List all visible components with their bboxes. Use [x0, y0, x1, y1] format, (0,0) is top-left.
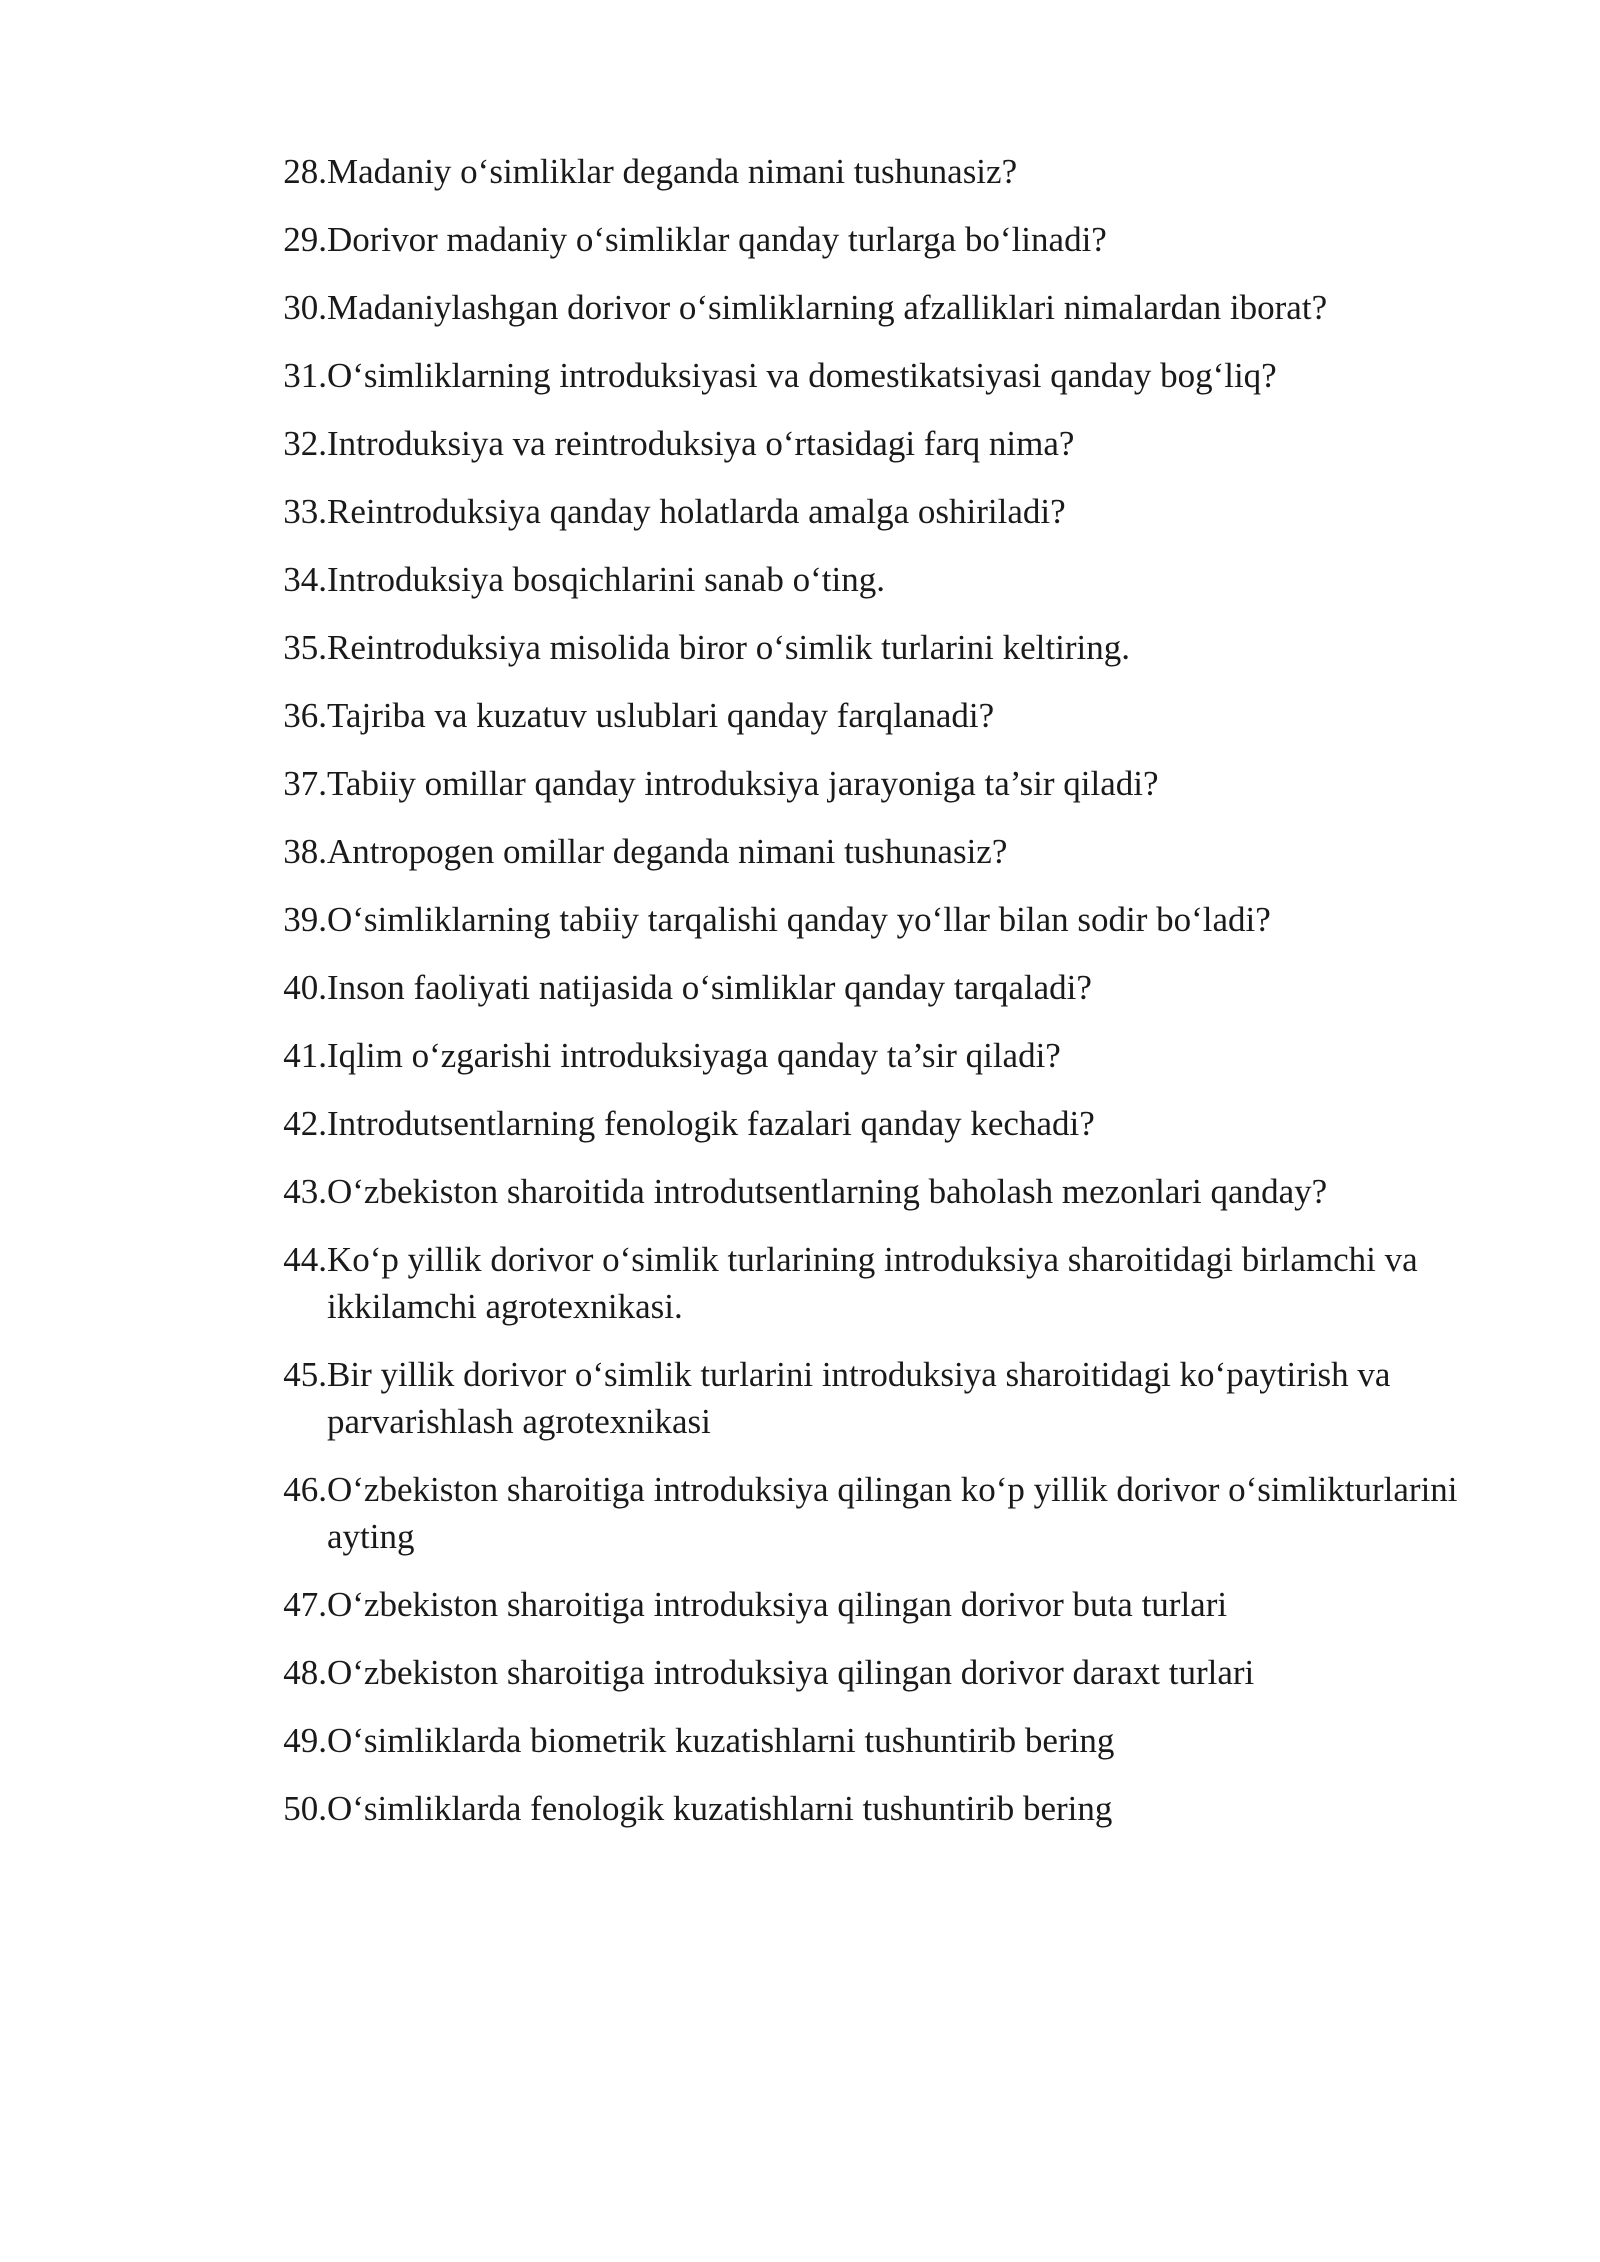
- question-item: [0, 1351, 1600, 1445]
- question-text: O‘zbekiston sharoitiga introduksiya qilingan dorivor daraxt turlari: [327, 1653, 1255, 1692]
- question-number: 50.: [283, 1789, 327, 1828]
- question-text: Tajriba va kuzatuv uslublari qanday farqlanadi?: [327, 696, 995, 735]
- question-number: 32.: [283, 424, 327, 463]
- question-number: 40.: [283, 968, 327, 1007]
- question-number: 43.: [283, 1172, 327, 1211]
- question-item: [0, 1168, 1600, 1215]
- question-text: Bir yillik dorivor o‘simlik turlarini introduksiya sharoitidagi ko‘paytirish va parvarishlash agrotexnikasi: [327, 1355, 1391, 1441]
- question-number: 42.: [283, 1104, 327, 1143]
- question-number: 48.: [283, 1653, 327, 1692]
- question-number: 28.: [283, 152, 327, 191]
- question-text: Introdutsentlarning fenologik fazalari qanday kechadi?: [327, 1104, 1095, 1143]
- question-text: O‘simliklarning tabiiy tarqalishi qanday yo‘llar bilan sodir bo‘ladi?: [327, 900, 1271, 939]
- question-number: 30.: [283, 288, 327, 327]
- question-number: 49.: [283, 1721, 327, 1760]
- question-item: [0, 556, 1600, 603]
- question-item: [0, 420, 1600, 467]
- question-number: 36.: [283, 696, 327, 735]
- question-number: 38.: [283, 832, 327, 871]
- question-item: [0, 1649, 1600, 1696]
- question-text: Antropogen omillar deganda nimani tushunasiz?: [327, 832, 1008, 871]
- question-item: [0, 896, 1600, 943]
- question-item: [0, 488, 1600, 535]
- question-text: Introduksiya va reintroduksiya o‘rtasidagi farq nima?: [327, 424, 1075, 463]
- question-item: [0, 692, 1600, 739]
- question-text: Iqlim o‘zgarishi introduksiyaga qanday ta’sir qiladi?: [327, 1036, 1061, 1075]
- question-item: [0, 1717, 1600, 1764]
- question-text: O‘simliklarda biometrik kuzatishlarni tushuntirib bering: [327, 1721, 1115, 1760]
- question-text: Madaniylashgan dorivor o‘simliklarning afzalliklari nimalardan iborat?: [327, 288, 1328, 327]
- question-number: 45.: [283, 1355, 327, 1394]
- question-text: Reintroduksiya misolida biror o‘simlik turlarini keltiring.: [327, 628, 1130, 667]
- question-item: [0, 216, 1600, 263]
- question-number: 29.: [283, 220, 327, 259]
- question-text: Madaniy o‘simliklar deganda nimani tushunasiz?: [327, 152, 1018, 191]
- question-number: 37.: [283, 764, 327, 803]
- question-item: [0, 1100, 1600, 1147]
- question-number: 33.: [283, 492, 327, 531]
- question-text: O‘simliklarda fenologik kuzatishlarni tushuntirib bering: [327, 1789, 1113, 1828]
- question-text: O‘zbekiston sharoitiga introduksiya qilingan ko‘p yillik dorivor o‘simlikturlarini ayting: [327, 1470, 1458, 1556]
- question-text: Inson faoliyati natijasida o‘simliklar qanday tarqaladi?: [327, 968, 1092, 1007]
- question-text: Introduksiya bosqichlarini sanab o‘ting.: [327, 560, 885, 599]
- question-item: [0, 828, 1600, 875]
- question-text: Reintroduksiya qanday holatlarda amalga oshiriladi?: [327, 492, 1066, 531]
- question-text: Tabiiy omillar qanday introduksiya jarayoniga ta’sir qiladi?: [327, 764, 1159, 803]
- question-number: 34.: [283, 560, 327, 599]
- question-item: [0, 1236, 1600, 1330]
- question-item: [0, 148, 1600, 195]
- question-item: [0, 1581, 1600, 1628]
- question-text: Dorivor madaniy o‘simliklar qanday turlarga bo‘linadi?: [327, 220, 1107, 259]
- question-list: [0, 148, 1600, 1853]
- question-item: [0, 284, 1600, 331]
- question-number: 35.: [283, 628, 327, 667]
- question-item: [0, 1785, 1600, 1832]
- question-item: [0, 624, 1600, 671]
- question-item: [0, 352, 1600, 399]
- question-number: 41.: [283, 1036, 327, 1075]
- question-number: 46.: [283, 1470, 327, 1509]
- question-item: [0, 760, 1600, 807]
- question-text: O‘simliklarning introduksiyasi va domestikatsiyasi qanday bog‘liq?: [327, 356, 1277, 395]
- question-text: O‘zbekiston sharoitiga introduksiya qilingan dorivor buta turlari: [327, 1585, 1228, 1624]
- question-text: O‘zbekiston sharoitida introdutsentlarning baholash mezonlari qanday?: [327, 1172, 1328, 1211]
- question-number: 31.: [283, 356, 327, 395]
- question-text: Ko‘p yillik dorivor o‘simlik turlarining introduksiya sharoitidagi birlamchi va ikkilamchi agrotexnikasi.: [327, 1240, 1418, 1326]
- question-number: 44.: [283, 1240, 327, 1279]
- question-item: [0, 964, 1600, 1011]
- question-item: [0, 1466, 1600, 1560]
- question-number: 47.: [283, 1585, 327, 1624]
- question-item: [0, 1032, 1600, 1079]
- question-number: 39.: [283, 900, 327, 939]
